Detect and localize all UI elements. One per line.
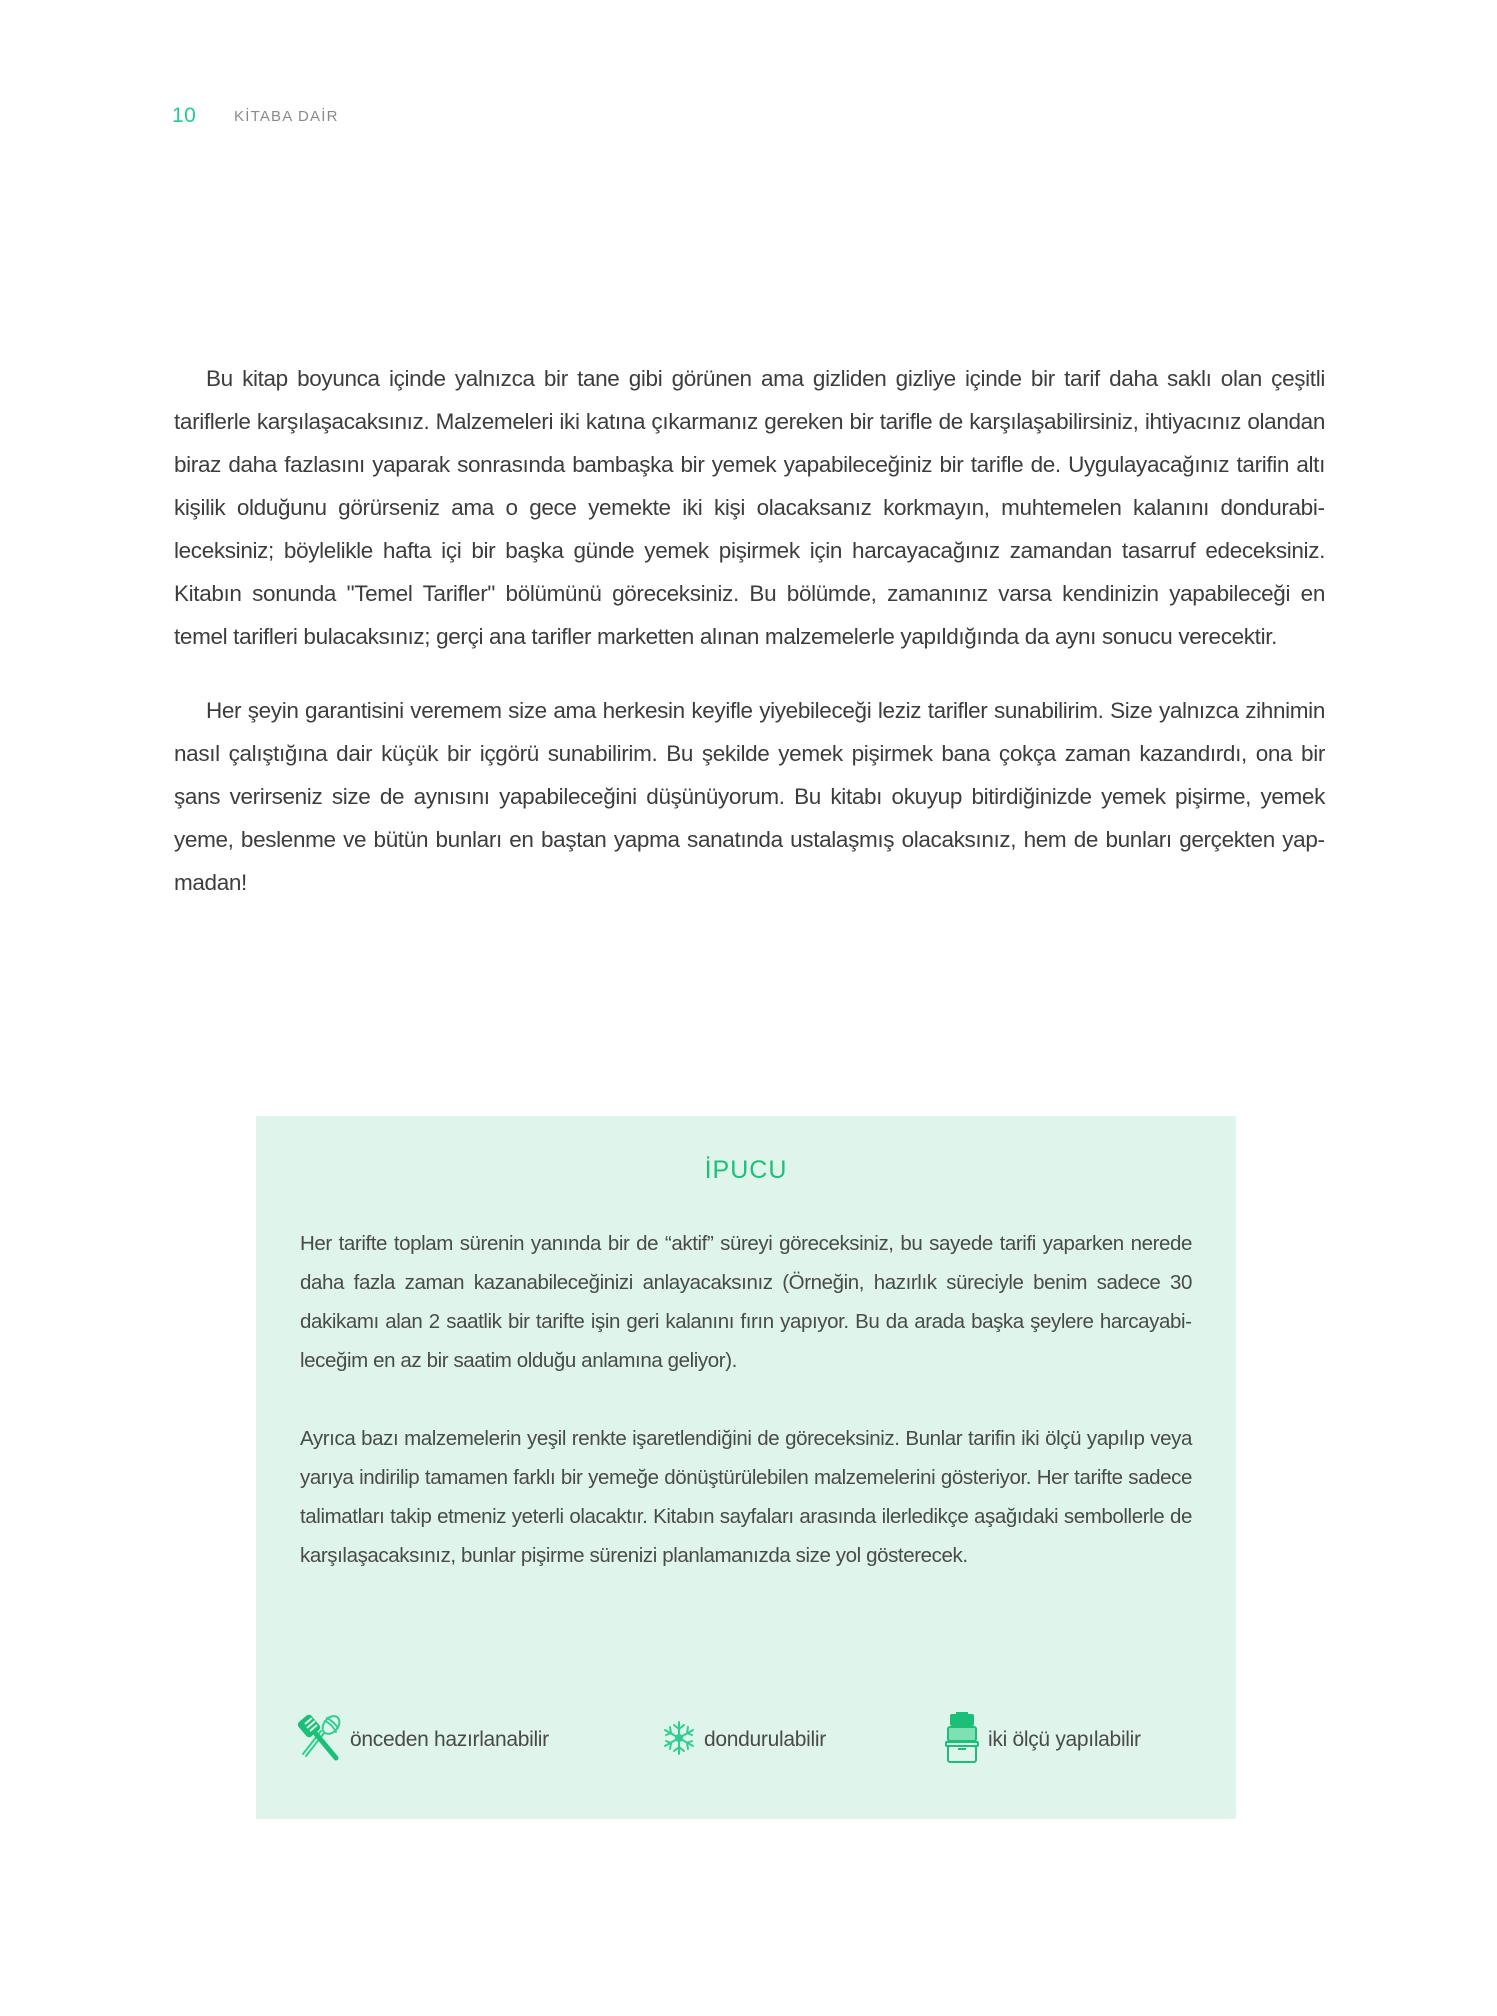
- page-number: 10: [172, 104, 197, 127]
- legend-label: önceden hazırlanabilir: [350, 1728, 549, 1751]
- tip-box: [256, 1116, 1236, 1819]
- tip-paragraph: Her tarifte toplam sürenin yanında bir de “aktif” süreyi göreceksiniz, bu sayede tarifi yaparken nerede daha fazla zaman kazanabileceğinizi anlayacaksınız (Örneğin, hazırlık süreciyle benim sadece 30 dakikamı alan 2 saatlik bir tarifte işin geri kalanını fırın yapıyor. Bu da arada başka şeylere harcayabileceğim en az bir saatim olduğu anlamına geliyor).: [300, 1232, 1192, 1372]
- legend-label: iki ölçü yapılabilir: [988, 1728, 1141, 1751]
- spatula-whisk-icon: [298, 1714, 342, 1767]
- legend-item-freezable: [662, 1714, 826, 1766]
- running-head: [172, 104, 339, 128]
- legend-item-double-batch: [944, 1714, 1141, 1766]
- body-paragraph: Bu kitap boyunca içinde yalnızca bir tane gibi görünen ama gizliden gizliye içinde bir tarif daha saklı olan çeşitli tariflerle karşılaşacaksınız. Malzemeleri iki katına çıkarmanız gereken bir tarifle de karşılaşabilirsiniz, ihtiyacınız olandan biraz daha fazlasını yaparak sonrasında bambaşka bir yemek yapabileceğiniz bir tarifle de. Uygulayacağınız tarifin altı kişilik olduğunu görürseniz ama o gece yemekte iki kişi olacaksanız korkmayın, muhtemelen kalanını dondurabileceksiniz; böylelikle hafta içi bir başka günde yemek pişirmek için harcayacağınız zamandan tasarruf edeceksiniz. Kitabın sonunda "Temel Tarifler" bölümünü göreceksiniz. Bu bölümde, zamanınız varsa kendinizin yapabileceği en temel tarifleri bulacaksınız; gerçi ana tarifler marketten alınan malzemelerle yapıldığında da aynı sonucu verecektir.: [174, 366, 1325, 649]
- tip-paragraph: Ayrıca bazı malzemelerin yeşil renkte işaretlendiğini de göreceksiniz. Bunlar tarifin iki ölçü yapılıp veya yarıya indirilip tamamen farklı bir yemeğe dönüştürülebilen malzemelerini gösteriyor. Her tarifte sadece talimatları takip etmeniz yeterli olacaktır. Kitabın sayfaları arasında ilerledikçe aşağıdaki sembollerle de karşılaşacaksınız, bunlar pişirme sürenizi planlamanızda size yol gösterecek.: [300, 1427, 1192, 1567]
- snowflake-icon: [662, 1720, 696, 1761]
- body-paragraph: Her şeyin garantisini veremem size ama herkesin keyifle yiyebileceği leziz tarifler sunabilirim. Size yalnızca zihnimin nasıl çalıştığına dair küçük bir içgörü sunabilirim. Bu şekilde yemek pişirmek bana çokça zaman kazandırdı, ona bir şans verirseniz size de aynısını yapabileceğini düşünüyorum. Bu kitabı okuyup bitirdiğinizde yemek pişirme, yemek yeme, beslenme ve bütün bunları en baştan yapma sanatında ustalaşmış olacaksınız, hem de bunları gerçekten yapmadan!: [174, 698, 1325, 895]
- legend-label: dondurulabilir: [704, 1728, 826, 1751]
- body-text: [174, 357, 1325, 904]
- stacked-containers-icon: [944, 1712, 980, 1769]
- legend-item-make-ahead: [298, 1714, 549, 1766]
- tip-title: İPUCU: [704, 1156, 788, 1184]
- symbol-legend: [298, 1714, 1196, 1766]
- section-name: KİTABA DAİR: [234, 107, 339, 125]
